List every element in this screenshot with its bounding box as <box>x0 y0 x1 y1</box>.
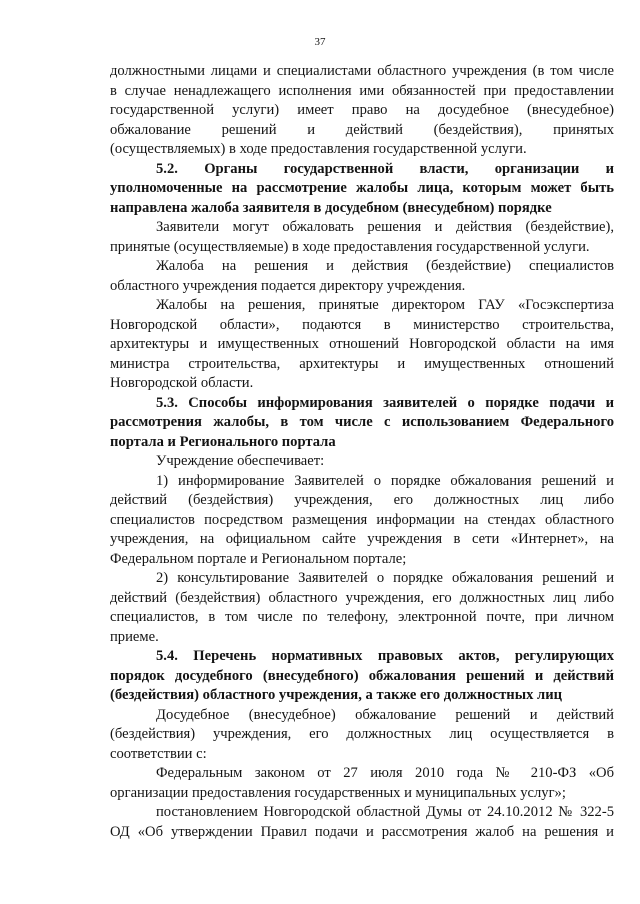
section-heading-line: порядок досудебного (внесудебного) обжалования решений и действий <box>110 667 614 684</box>
text-line: (осуществляемых) в ходе предоставления государственной услуги. <box>110 141 527 157</box>
text-line: 2) консультирование Заявителей о порядке обжалования решений и <box>156 570 614 586</box>
text-line: Досудебное (внесудебное) обжалование решений и действий <box>156 706 614 723</box>
section-heading-line: 5.2. Органы государственной власти, организации и <box>156 160 614 177</box>
text-line: министра строительства, архитектуры и имущественных отношений <box>110 355 614 372</box>
text-line: областного учреждения подается директору учреждения. <box>110 277 466 294</box>
section-heading-line: уполномоченные на рассмотрение жалобы лица, которым может быть <box>110 180 614 196</box>
text-line: организации предоставления государственных и муниципальных услуг»; <box>110 784 566 801</box>
text-line: Жалобы на решения, принятые директором ГАУ «Госэкспертиза <box>156 297 614 313</box>
section-heading-line: рассмотрения жалобы, в том числе с использованием Федерального <box>110 414 614 430</box>
section-heading-line: направлена жалоба заявителя в досудебном (внесудебном) порядке <box>110 199 552 216</box>
text-line: Федеральном портале и Региональном портале; <box>110 550 407 567</box>
text-line: Заявители могут обжаловать решения и действия (бездействие), <box>156 219 614 235</box>
text-line: 1) информирование Заявителей о порядке обжалования решений и <box>156 472 614 489</box>
text-line: соответствии с: <box>110 745 207 762</box>
section-heading-line: 5.3. Способы информирования заявителей о порядке подачи и <box>156 394 614 411</box>
text-line: ОД «Об утверждении Правил подачи и рассмотрения жалоб на решения и <box>110 823 614 840</box>
text-line: в случае ненадлежащего исполнения ими обязанностей при предоставлении <box>110 82 614 99</box>
body-text <box>110 62 614 842</box>
text-line: принятые (осуществляемые) в ходе предоставления государственной услуги. <box>110 238 590 255</box>
text-line: архитектуры и имущественных отношений Новгородской области на имя <box>110 336 614 352</box>
text-line: действий (бездействия) областного учреждения, его должностных лиц либо <box>110 589 614 606</box>
text-line: специалистов, в том числе по телефону, электронной почте, при личном <box>110 609 614 625</box>
text-line: специалистов посредством размещения информации на стендах областного <box>110 511 614 528</box>
text-line: обжалование решений и действий (бездействия), принятых <box>110 121 614 138</box>
text-line: (бездействия) учреждения, его должностных лиц осуществляется в <box>110 726 614 742</box>
text-line: государственной услуги) имеет право на досудебное (внесудебное) <box>110 102 614 118</box>
text-line: приеме. <box>110 628 159 645</box>
page-number: 37 <box>314 36 326 48</box>
text-line: учреждения, на официальном сайте учреждения в сети «Интернет», на <box>110 531 614 547</box>
text-line: Учреждение обеспечивает: <box>156 453 325 469</box>
text-line: Новгородской области», подаются в министерство строительства, <box>110 316 614 333</box>
text-line: Новгородской области. <box>110 375 254 391</box>
section-heading-line: 5.4. Перечень нормативных правовых актов, регулирующих <box>156 648 614 664</box>
text-line: Жалоба на решения и действия (бездействие) специалистов <box>156 258 614 274</box>
text-line: постановлением Новгородской областной Думы от 24.10.2012 № 322-5 <box>156 804 614 820</box>
section-heading-line: (бездействия) областного учреждения, а также его должностных лиц <box>110 687 563 703</box>
text-line: действий (бездействия) учреждения, его должностных лиц либо <box>110 492 614 508</box>
section-heading-line: портала и Регионального портала <box>110 433 336 450</box>
text-line: должностными лицами и специалистами областного учреждения (в том числе <box>110 63 614 79</box>
text-line: Федеральным законом от 27 июля 2010 года № 210-ФЗ «Об <box>156 765 614 781</box>
